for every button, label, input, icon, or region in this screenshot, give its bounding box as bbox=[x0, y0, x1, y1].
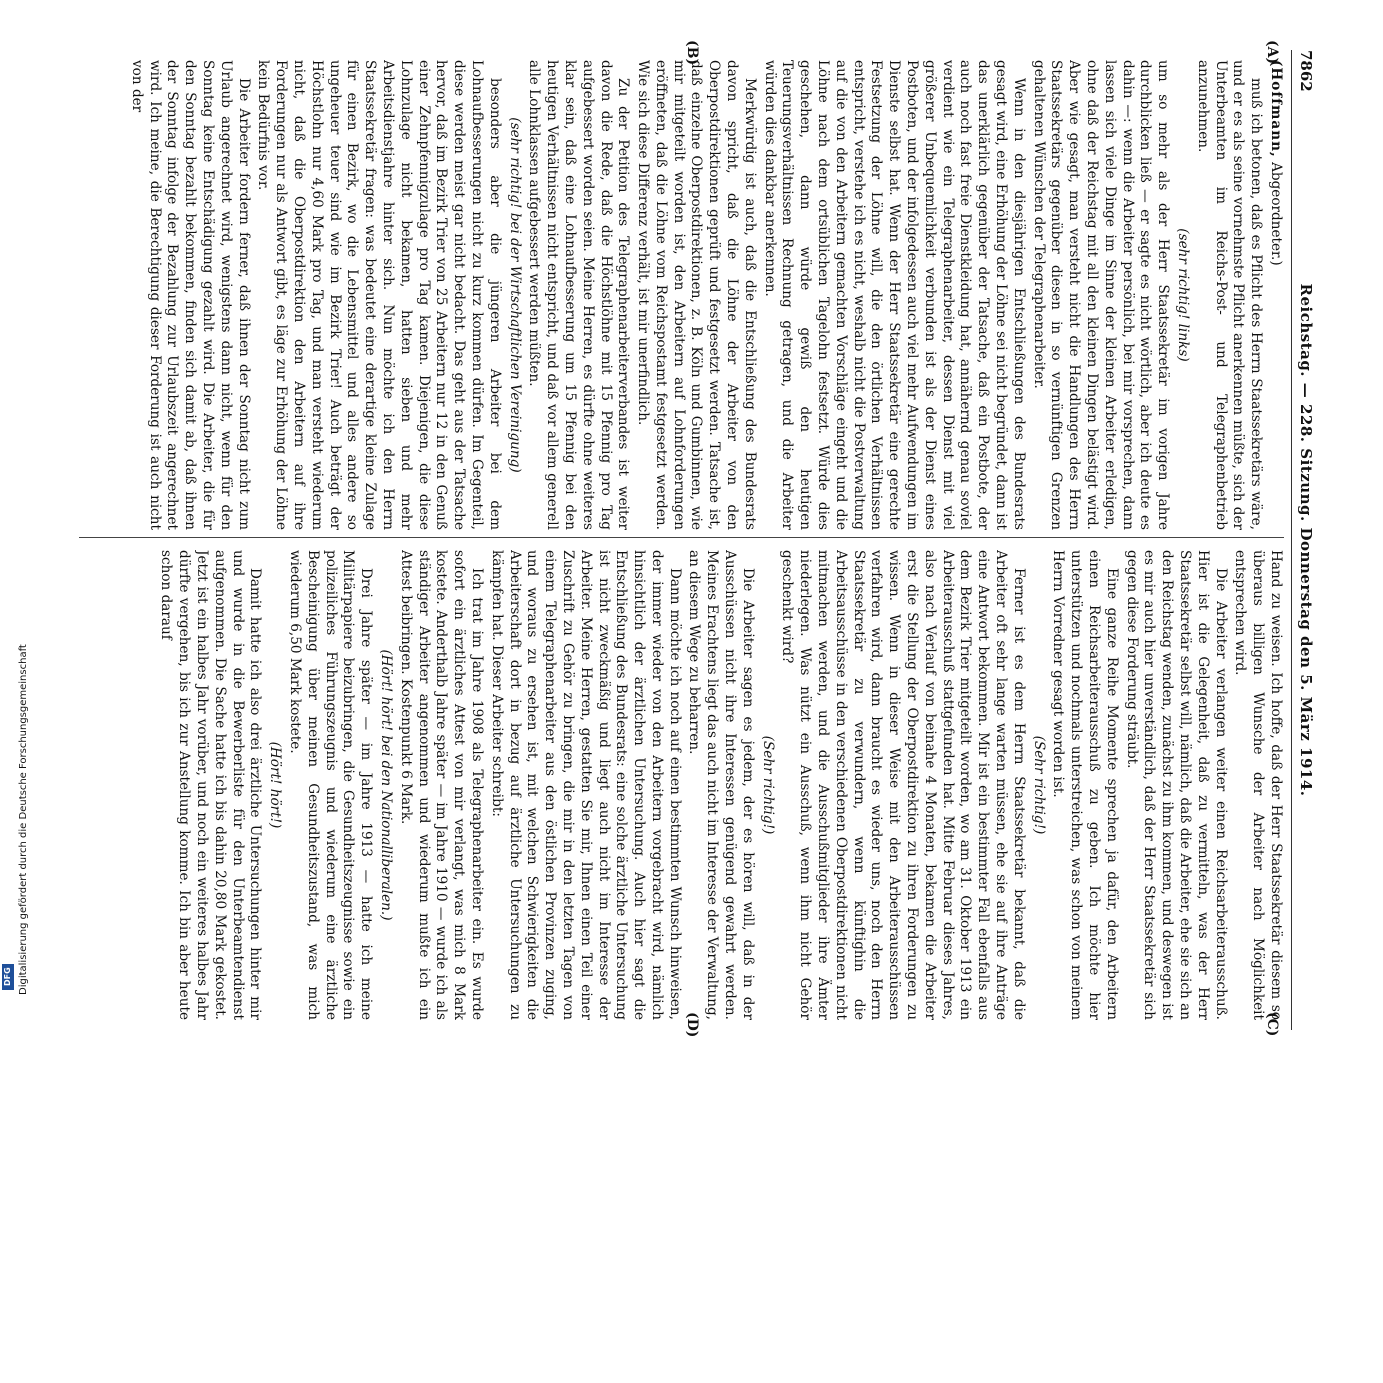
paragraph: Die Arbeiter sagen es jedem, der es hören will, daß in der Ausschüssen nicht ihre Interessen genügend gewahrt werden. Meines Erachtens liegt das auch nicht im Interesse der Verwaltung, an diesem Wege zu beharren. bbox=[686, 550, 756, 1020]
paragraph: Wenn in den diesjährigen Entschließungen des Bundesrats gesagt wird, eine Erhöhung der Löhne sei nicht begründet, dann ist das unerklärlich gegenüber der Tatsache, daß ein Postbote, der auch noch fast freie Dienstkleidung hat, annähernd genau soviel verdient wie ein Telegraphenarbeiter, dessen Dienst mit viel größerer Unbequemlichkeit verbunden ist als der Dienst eines Postboten, und der infolgedessen auch viel mehr Aufwendungen im Dienste selbst hat. Wenn der Herr Staatssekretär eine gerechte Festsetzung der Löhne will, die den örtlichen Verhältnissen entspricht, verstehe ich es nicht, weshalb nicht die Postverwaltung auf die von den Arbeitern gemachten Vorschläge eingeht und die Löhne nach dem ortsüblichen Tagelohn festsetzt. Würde dies geschehen, dann würde gewiß den heutigen Teuerungsverhältnissen Rechnung getragen, und die Arbeiter würden dies dankbar anerkennen. bbox=[761, 60, 1027, 530]
column-divider bbox=[79, 537, 1284, 538]
speaker-name: (Hoffmann, bbox=[1268, 60, 1284, 158]
interjection: (sehr richtig! links) bbox=[1175, 228, 1192, 362]
digitization-note-text: Digitalisierung gefördert durch die Deutsche Forschungsgemeinschaft bbox=[18, 644, 29, 995]
page-number: 7862 bbox=[1297, 50, 1315, 92]
margin-marker-b: (B) bbox=[684, 40, 700, 66]
page-header bbox=[1291, 50, 1320, 1030]
interjection: (Hört! hört!) bbox=[267, 741, 284, 829]
paragraph: Zu der Petition des Telegraphenarbeiterverbandes ist weiter davon die Rede, daß die Höchstlöhne mit 15 Pfennig pro Tag aufgebessert worden seien. Meine Herren, es dürfte ohne weiteres klar sein, daß eine Lohnaufbesserung um 15 Pfennig bei den heutigen Verhältnissen nicht entspricht, und daß vor allem generell alle Lohnklassen aufgebessert werden müßten. bbox=[526, 60, 632, 530]
quote-paragraph: Drei Jahre später — im Jahre 1913 — hatte ich meine Militärpapiere beizubringen, die Gesundheitszeugnisse sowie ein polizeiliches Führungszeugnis und wiederum eine ärztliche Bescheinigung über meinen Gesundheitszustand, was mich wiederum 6,50 Mark kostete. bbox=[286, 550, 375, 1020]
paragraph: Merkwürdig ist auch, daß die Entschließung des Bundesrats davon spricht, daß die Löhne der Arbeiter von den Oberpostdirektionen geprüft und festgesetzt werden. Tatsache ist, daß einzelne Oberpostdirektionen, z. B. Köln und Gumbinnen, wie mir mitgeteilt worden ist, den Arbeitern auf Lohnforderungen eröffneten, daß die Löhne vom Reichspostamt festgesetzt werden. Wie sich diese Differenz verhält, ist mir unerfindlich. bbox=[635, 60, 758, 530]
paragraph: Ferner ist es dem Herrn Staatssekretär bekannt, daß die Arbeiter oft sehr lange warten müssen, ehe sie auf ihre Anträge eine Antwort bekommen. Mir ist ein bestimmter Fall ebenfalls aus dem Bezirk Trier mitgeteilt worden, wo am 31. Oktober 1913 ein Arbeiterausschuß stattgefunden hat. Mitte Februar dieses Jahres, also nach Verlauf von beinahe 4 Monaten, bekamen die Arbeiter erst die Stellung der Oberpostdirektion zu ihren Forderungen zu wissen. Wenn in dieser Weise mit den Arbeiterausschüssen verfahren wird, dann braucht es wieder uns, noch den Herrn Staatssekretär zu verwundern, wenn künftighin die Arbeitsausschüsse in den verschiedenen Oberpostdirektionen nicht mitmachen werden, und die Ausschußmitglieder ihre Ämter niederlegen. Was nützt ein Ausschuß, wenn ihm nicht Gehör geschenkt wird? bbox=[779, 550, 1027, 1020]
margin-marker-d: (D) bbox=[684, 1012, 700, 1038]
paragraph: Die Arbeiter verlangen weiter einen Reichsarbeiterausschuß. Hier ist die Gelegenheit, daß zu vermitteln, was der Herr Staatssekretär selbst will, nämlich, daß die Arbeiter, ehe sie sich an den Reichstag wenden, zunächst zu ihm kommen, und deswegen ist es mir auch hier unverständlich, daß der Herr Staatssekretär sich gegen diese Forderung sträubt. bbox=[1123, 550, 1229, 1020]
interjection: (Sehr richtig!) bbox=[1030, 735, 1047, 835]
digitization-note bbox=[4, 575, 29, 995]
dfg-logo: DFG bbox=[2, 964, 14, 990]
right-column bbox=[79, 550, 1284, 1020]
speaker-line bbox=[1266, 60, 1284, 530]
left-column bbox=[79, 60, 1284, 530]
paragraph: besonders aber die jüngeren Arbeiter bei dem Lohnaufbesserungen nicht zu kurz kommen dürfen. Im Gegenteil, diese werden meist gar nicht bedacht. Das geht aus der Tatsache hervor, daß im Bezirk Trier von 25 Arbeitern nur 12 in den Genuß einer Zehnpfennigzulage pro Tag kamen. Diejenigen, die diese Lohnzulage nicht bekamen, hatten sieben und mehr Arbeitsdienstjahre hinter sich. Nun möchte ich den Herrn Staatssekretär fragen: was bedeutet eine derartige kleine Zulage für einen Bezirk, wo die Lebensmittel und alles andere so ungeheuer teuer sind wie im Bezirk Trier! Auch beträgt der Höchstlohn nur 4,60 Mark pro Tag, und man versteht wiederum nicht, daß die Oberpostdirektion den Arbeitern auf ihre Forderungen nur als Antwort gibt, es läge zur Erhöhung der Löhne kein Bedürfnis vor. bbox=[255, 60, 503, 530]
newspaper-page bbox=[60, 40, 1320, 1040]
paragraph: Damit hatte ich also drei ärztliche Untersuchungen hinter mir und wurde in die Bewerberliste für den Unterbeamtendienst aufgenommen. Die Sache hatte ich bis dahin 20,80 Mark gekostet. Jetzt ist ein halbes Jahr vorüber, und noch ein weiteres halbes Jahr dürfte vergehen, bis ich zur Anstellung komme. Ich bin aber heute schon darauf bbox=[158, 550, 264, 1020]
paragraph: Eine ganze Reihe Momente sprechen ja dafür, den Arbeitern einen Reichsarbeiterausschuß zu geben. Ich möchte hier unterstützen und nochmals unterstreichen, was schon von meinem Herrn Vorredner gesagt worden ist. bbox=[1050, 550, 1120, 1020]
speaker-note: Abgeordneter.) bbox=[1268, 162, 1284, 266]
interjection: (Sehr richtig!) bbox=[759, 735, 776, 835]
paragraph: muß ich betonen, daß es Pflicht des Herrn Staatssekretärs wäre, und er es als seine vornehmste Pflicht anerkennen müßte, sich der Unterbeamten im Reichs-Post- und Telegraphenbetrieb anzunehmen. bbox=[1194, 60, 1265, 530]
interjection: (Hört! hört! bei den Nationalliberalen.) bbox=[377, 649, 394, 921]
paragraph: um so mehr als der Herr Staatssekretär im vorigen Jahre durchblicken ließ — er sagte es nicht wörtlich, aber ich deute es dahin —: wenn die Arbeiter persönlich, bei mir vorsprechen, dann lassen sich viele Dinge im Sinne der kleinen Arbeiter erledigen, ohne daß der Reichstag mit all den kleinen Dingen belästigt wird. Aber wie gesagt, man versteht nicht die Handlungen des Herrn Staatssekretärs gegenüber diesen in so vernünftigen Grenzen gehaltenen Wünschen der Telegraphenarbeiter. bbox=[1030, 60, 1172, 530]
margin-marker-a: (A) bbox=[1264, 40, 1280, 65]
page-title: Reichstag. — 228. Sitzung. Donnerstag den 5. März 1914. bbox=[1297, 283, 1315, 797]
margin-marker-c: (C) bbox=[1264, 1012, 1280, 1037]
paragraph: Hand zu weisen. Ich hoffe, daß der Herr Staatssekretär diesem so überaus billigen Wunsche der Arbeiter nach Möglichkeit entsprechen wird. bbox=[1232, 550, 1284, 1020]
paragraph: Dann möchte ich noch auf einen bestimmten Wunsch hinweisen, der immer wieder von den Arbeitern vorgebracht wird, nämlich hinsichtlich der ärztlichen Untersuchung. Auch hier sagt die Entschließung des Bundesrats: eine solche ärztliche Untersuchung ist nicht zweckmäßig und liegt auch nicht im Interesse der Arbeiter. Meine Herren, gestatten Sie mir, Ihnen einen Teil einer Zuschrift zu Gehör zu bringen, die mir in den letzten Tagen von einem Telegraphenarbeiter aus den östlichen Provinzen zuging, und woraus zu ersehen ist, mit welchen Schwierigkeiten die Arbeiterschaft dort in bezug auf ärztliche Untersuchungen zu kämpfen hat. Dieser Arbeiter schreibt: bbox=[488, 550, 683, 1020]
interjection: (sehr richtig! bei der Wirtschaftlichen Vereinigung) bbox=[506, 117, 523, 473]
quote-paragraph: Ich trat im Jahre 1908 als Telegraphenarbeiter ein. Es wurde sofort ein ärztliches Attest von mir verlangt, was mich 8 Mark kostete. Anderthalb Jahre später — im Jahre 1910 — wurde ich als ständiger Arbeiter angenommen und wiederum mußte ich ein Attest beibringen. Kostenpunkt 6 Mark. bbox=[397, 550, 485, 1020]
paragraph: Die Arbeiter fordern ferner, daß ihnen der Sonntag nicht zum Urlaub angerechnet wird, wenigstens dann nicht, wenn für den Sonntag keine Entschädigung gezahlt wird. Die Arbeiter, die für den Sonntag bezahlt bekommen, finden sich damit ab, daß ihnen der Sonntag infolge der Bezahlung zur Urlaubszeit angerechnet wird. Ich meine, die Berechtigung dieser Forderung ist auch nicht von der bbox=[128, 60, 252, 530]
